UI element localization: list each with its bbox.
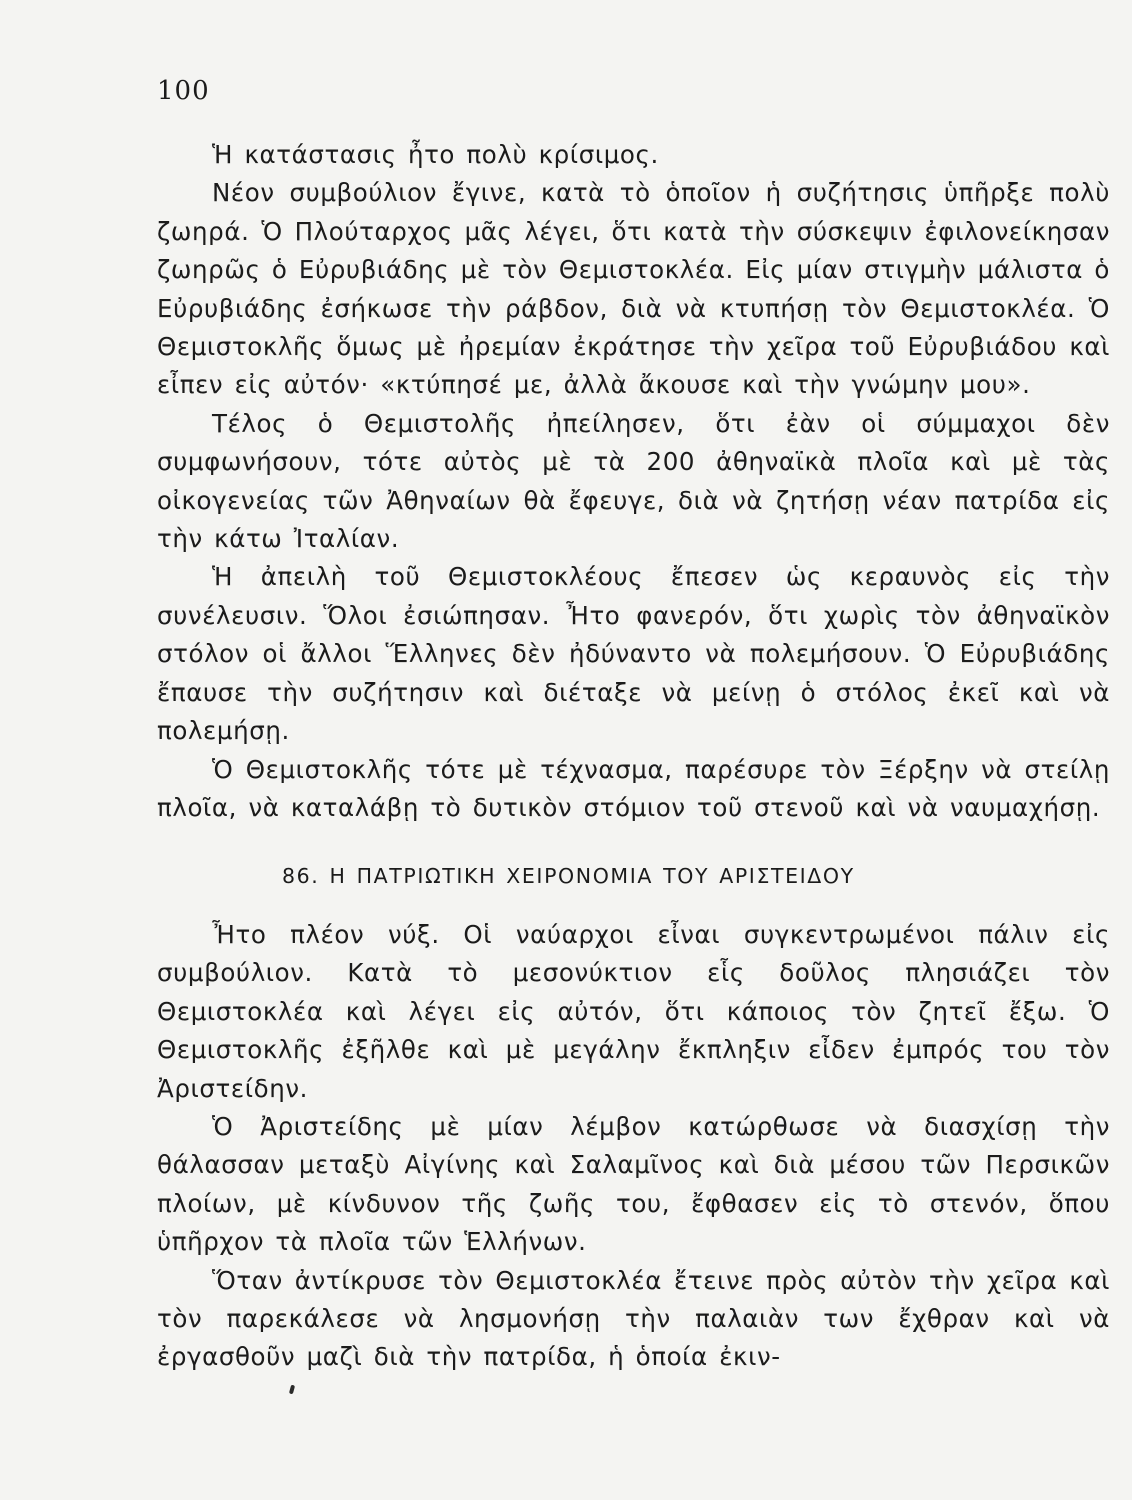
page-number: 100 <box>157 76 210 106</box>
text-block-top <box>157 136 1110 827</box>
paragraph: Ἦτο πλέον νύξ. Οἱ ναύαρχοι εἶναι συγκεντρωμένοι πάλιν εἰς συμβούλιον. Κατὰ τὸ μεσονύκτιον εἷς δοῦλος πλησιάζει τὸν Θεμιστοκλέα καὶ λέγει εἰς αὐτόν, ὅτι κάποιος τὸν ζητεῖ ἔξω. Ὁ Θεμιστοκλῆς ἐξῆλθε καὶ μὲ μεγάλην ἔκπληξιν εἶδεν ἐμπρός του τὸν Ἀριστείδην. <box>157 920 1110 1103</box>
paragraph: Ὁ Ἀριστείδης μὲ μίαν λέμβον κατώρθωσε νὰ διασχίσῃ τὴν θάλασσαν μεταξὺ Αἰγίνης καὶ Σαλαμῖνος καὶ διὰ μέσου τῶν Περσικῶν πλοίων, μὲ κίνδυνον τῆς ζωῆς του, ἔφθασεν εἰς τὸ στενόν, ὅπου ὑπῆρχον τὰ πλοῖα τῶν Ἑλλήνων. <box>157 1112 1110 1257</box>
paragraph: Ἡ κατάστασις ἦτο πολὺ κρίσιμος. <box>212 140 659 169</box>
paragraph: Ἡ ἀπειλὴ τοῦ Θεμιστοκλέους ἔπεσεν ὡς κεραυνὸς εἰς τὴν συνέλευσιν. Ὅλοι ἐσιώπησαν. Ἦτο φανερόν, ὅτι χωρὶς τὸν ἀθηναϊκὸν στόλον οἱ ἄλλοι Ἕλληνες δὲν ἠδύναντο νὰ πολεμήσουν. Ὁ Εὐρυβιάδης ἔπαυσε τὴν συζήτησιν καὶ διέταξε νὰ μείνῃ ὁ στόλος ἐκεῖ καὶ νὰ πολεμήσῃ. <box>157 562 1110 746</box>
paragraph: Τέλος ὁ Θεμιστολῆς ἠπείλησεν, ὅτι ἐὰν οἱ σύμμαχοι δὲν συμφωνήσουν, τότε αὐτὸς μὲ τὰ 200 ἀθηναϊκὰ πλοῖα καὶ μὲ τὰς οἰκογενείας τῶν Ἀθηναίων θὰ ἔφευγε, διὰ νὰ ζητήσῃ νέαν πατρίδα εἰς τὴν κάτω Ἰταλίαν. <box>157 408 1110 554</box>
section-heading: 86. Η ΠΑΤΡΙΩΤΙΚΗ ΧΕΙΡΟΝΟΜΙΑ ΤΟΥ ΑΡΙΣΤΕΙΔΟΥ <box>282 864 855 888</box>
text-block-bottom <box>157 916 1110 1377</box>
paragraph: Νέον συμβούλιον ἔγινε, κατὰ τὸ ὁποῖον ἡ συζήτησις ὑπῆρξε πολὺ ζωηρά. Ὁ Πλούταρχος μᾶς λέγει, ὅτι κατὰ τὴν σύσκεψιν ἐφιλονείκησαν ζωηρῶς ὁ Εὐρυβιάδης μὲ τὸν Θεμιστοκλέα. Εἰς μίαν στιγμὴν μάλιστα ὁ Εὐρυβιάδης ἐσήκωσε τὴν ράβδον, διὰ νὰ κτυπήσῃ τὸν Θεμιστοκλέα. Ὁ Θεμιστοκλῆς ὅμως μὲ ἠρεμίαν ἐκράτησε τὴν χεῖρα τοῦ Εὐρυβιάδου καὶ εἶπεν εἰς αὐτόν· «κτύπησέ με, ἀλλὰ ἄκουσε καὶ τὴν γνώμην μου». <box>157 178 1110 400</box>
paragraph: Ὁ Θεμιστοκλῆς τότε μὲ τέχνασμα, παρέσυρε τὸν Ξέρξην νὰ στείλῃ πλοῖα, νὰ καταλάβῃ τὸ δυτικὸν στόμιον τοῦ στενοῦ καὶ νὰ ναυμαχήσῃ. <box>157 754 1110 822</box>
ink-speck <box>289 1385 295 1395</box>
paragraph: Ὅταν ἀντίκρυσε τὸν Θεμιστοκλέα ἔτεινε πρὸς αὐτὸν τὴν χεῖρα καὶ τὸν παρεκάλεσε νὰ λησμονήσῃ τὴν παλαιὰν των ἔχθραν καὶ νὰ ἐργασθοῦν μαζὶ διὰ τὴν πατρίδα, ἡ ὁποία ἐκιν- <box>157 1265 1110 1372</box>
